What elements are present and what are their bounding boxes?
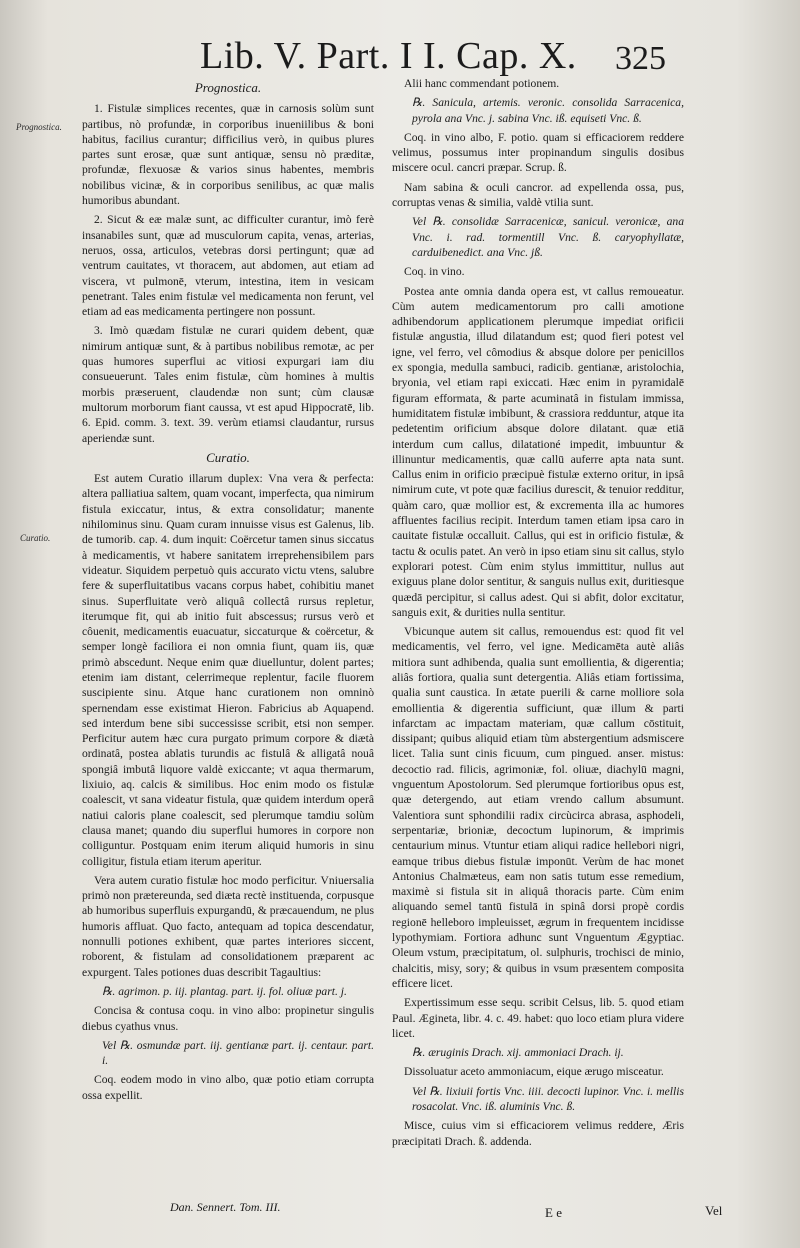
section-title-prognostica: Prognostica.: [194, 80, 262, 95]
paragraph: Concisa & contusa coqu. in vino albo: propinetur singulis diebus cyathus vnus.: [82, 1004, 374, 1033]
paragraph: Coq. eodem modo in vino albo, quæ potio etiam corrupta ossa expellit.: [82, 1073, 374, 1102]
paragraph: 2. Sicut & eæ malæ sunt, ac difficulter curantur, imò ferè insanabiles sunt, quæ ad musculorum capita, venas, arterias, neruos, ossa, articulos, vetebras dorsi pertingunt; quæ ad ventrum cauitates, vt thoracem, aut abdomen, aut etiam ad viscera, vt pulmonē, vterum, intestina, item in vesicam penetrant. Tales enim fistulæ vel medicamenta non ferunt, vel etiam ad eas medicamenta pertingere non possunt.: [82, 213, 374, 319]
paragraph: Est autem Curatio illarum duplex: Vna vera & perfecta: altera palliatiua saltem, quam vocant, imperfecta, qua nimirum fistula exiccatur, intus, & extra consolidatur; manente nihilominus sinu. Quam curam innuisse visus est Galenus, lib. de tumorib. cap. 4. dum inquit: Coërcetur tamen sinus siccatus à medicamentis, vt habere sanitatem irreprehensibilem pars videatur. Siquidem perpetuò quis accurato victu vtens, salubre fere & superfluitatibus vacans corpus habet, cohibitiu manet sinus. Superfluitate verò aliquâ collectâ rursus repletur, iterumque fit, qui ab initio fuit abscessus; rursus verò et côuenit, medicamentis euacuatur, siccaturque & coërcetur, & semper longè faciliora ei non omnia fiunt, quam iis, quæ primò abscedunt. Neque enim quæ diuelluntur, dolent partes; etenim iam distant, celerrimeque replentur, facile fluorem suscipiente sinu. Atque hanc curationem non omninò spernendam esse existimat Hieron. Fabricius ab Aquapend. sed interdum bene sibi successisse scribit, etsi non semper. Perficitur autem hæc cura purgato primum corpore & diætà ordinatâ, postea ablatis turundis ac fistulâ & alligatâ nouâ spongiâ imbutâ liquore valdè exiccante; vt aqua thermarum, lixiuio, aq. calcis & similibus. Hoc enim modo os fistulæ coalescit, vt sana videatur fistula, quæ quidem interdum operâ natiui caloris plane coalescit, sed plerumque tamdiu solùm clausa manet; quando diu superflui humores in corpore non colliguntur. Postquam enim iterum aliquid humoris in sinu colligitur, fistula etiam iterum aperitur.: [82, 472, 374, 868]
paragraph: 3. Imò quædam fistulæ ne curari quidem debent, quæ nimirum antiquæ sunt, & à partibus nobilibus remotæ, ac per quas humores superflui ac vitiosi expurgari iam diu consueuerunt. Tales enim fistulæ, cùm homines à multis morbis præseruent, claudendæ non sunt; cùm clausæ multorum morborum fiant caussa, vt est apud Hippocratē, lib. 6. Epid. comm. 3. text. 39. verùm etiamsi claudantur, rursus aperiendæ sunt.: [82, 324, 374, 445]
recipe-line: ℞. agrimon. p. iij. plantag. part. ij. fol. oliuæ part. j.: [102, 984, 347, 998]
running-header: Lib. V. Part. I I. Cap. X.: [200, 35, 577, 77]
page-number: 325: [615, 40, 666, 77]
catchword: Vel: [705, 1203, 723, 1218]
section-title-curatio: Curatio.: [206, 449, 250, 465]
paragraph: Alii hanc commendant potionem.: [404, 77, 560, 90]
paragraph: Misce, cuius vim si efficaciorem velimus reddere, Æris præcipitati Drach. ß. addenda.: [392, 1119, 684, 1148]
paragraph: 1. Fistulæ simplices recentes, quæ in carnosis solùm sunt partibus, nò profundæ, in corporibus inueniilibus & boni habitus, facilius curantur; difficilius verò, in quibus plures partes sunt erosæ, quæ sunt antiquæ, sensu nò præditæ, profundæ, flexuosæ & varios sinus habentes, membris nobilibus vicinæ, & in corporibus senilibus, ac quæ malis humoribus abundant.: [82, 102, 374, 208]
recipe-line: Vel ℞. lixiuii fortis Vnc. iiii. decocti lupinor. Vnc. i. mellis rosacolat. Vnc. iß. aluminis Vnc. ß.: [412, 1084, 684, 1113]
footer-author: Dan. Sennert. Tom. III.: [170, 1200, 281, 1214]
paragraph: Postea ante omnia danda opera est, vt callus remoueatur. Cùm autem medicamentorum pro calli amotione adhibendorum applicationem plerumque impediat orificii fistulæ angustia, illud dilatandum est; quod fieri potest vel igne, vel ferro, vel cômodius & absque dolore per penicillos ex spongia, medulla sambuci, radicib. gentianæ, aristolochia, bryonia, vel etiam rapi exiccati. Hæc enim in pyramidalē figuram efformata, & parte acuminatâ in fistulam immissa, humiditatem fistulæ imbibunt, & crassiora redduntur, atque ita pedetentim orificium absque dolore dilatant. quæ etiā interdum cum callus, dilatationé impedit, imbuuntur & illinuntur medicamentis, quæ callū auferre apta nata sunt. Callus enim in orificio præcipuè fistulæ externo oritur, in ipsâ nimirum cute, vt pote quæ facilius durescit, & tenuior redditur, quàm caro, quæ mollior est, & excrementa illa ac humores affluentes facilius recipit. Interdum tamen etiam ipsa caro in cauitate fistulæ occalluit. Callus, qui est in orificio fistulæ, & tactu & oculis patet. An verò in ipso etiam sinu sit callus, stylo explorari potest. Cùm enim stylus immittitur, nullus aut exiguus plane dolor sentitur, & sanguis nullus exit, duritiesque quædā percipitur, si callus adest. Qui si abfit, dolor excitatur, sanguis exit, & durities nulla sentitur.: [392, 284, 684, 619]
right-column: [392, 76, 684, 1153]
recipe-line: ℞. Sanicula, artemis. veronic. consolida Sarracenica, pyrola ana Vnc. j. sabina Vnc. iß. equiseti Vnc. ß.: [412, 96, 684, 125]
paragraph: Coq. in vino albo, F. potio. quam si efficaciorem reddere velimus, possumus inter propinandum singulis dosibus miscere ocul. cancri præpar. Scrup. ß.: [392, 130, 684, 175]
margin-note-prognostica: Prognostica.: [16, 122, 62, 132]
paragraph: Dissoluatur aceto ammoniacum, eique ærugo misceatur.: [404, 1065, 664, 1079]
paragraph: Coq. in vino.: [404, 265, 465, 279]
recipe-line: Vel ℞. osmundæ part. iij. gentianæ part. ij. centaur. part. i.: [102, 1038, 374, 1068]
paragraph: Vera autem curatio fistulæ hoc modo perficitur. Vniuersalia primò non prætereunda, sed diæta rectè instituenda, corpusque ab humoribus superfluis expurgandū, & præcauendum, ne plus humoris affluat. Quo facto, antequam ad topica descendatur, nonnulli potiones exhibent, quæ partes interiores siccent, roborent, & fistulam ad consolidationem præparent ac expurgent. Tales potiones duas describit Tagaultius:: [82, 873, 374, 979]
left-column: [82, 76, 374, 1107]
paragraph: Nam sabina & oculi cancror. ad expellenda ossa, pus, corruptas venas & similia, valdè vtilia sunt.: [392, 180, 684, 210]
recipe-line: ℞. æruginis Drach. xij. ammoniaci Drach. ij.: [412, 1046, 624, 1060]
recipe-line: Vel ℞. consolidæ Sarracenicæ, sanicul. veronicæ, ana Vnc. i. rad. tormentill Vnc. ß. caryophyllatæ, carduibenedict. ana Vnc. jß.: [412, 215, 684, 259]
paragraph: Vbicunque autem sit callus, remouendus est: quod fit vel medicamentis, vel ferro, vel igne. Medicamēta autè aliâs mitiora sunt adhibenda, qualia sunt emollientia, & digerentia; aliâs fortiora, qualia sunt detergentia. Aliâs etiam fortissima, qualia sunt caustica. In ætate puerili & carne molliore sola emollientia & digerentia sufficiunt, quæ illum & parti infarctam ac impactam materiam, quæ callum cōstituit, dissipant; quibus aliquid etiam tùm abstergentium adsmiscere licet. Talia sunt cinis ficuum, cum pingued. anser. mistus: decoctio rad. filicis, agrimoniæ, fol. oliuæ, diachylū magni, vnguentum Apostolorum. Sed plerumque fortioribus opus est, quæ detergendo, aut etiam vrendo callum absumunt. Valentiora sunt sphondilii radix circùcirca abrasa, asphodeli, serpentariæ, brioniæ, decoctum lupinorum, & imprimis centaurium minus. Vtuntur etiam aliqui radice hellebori nigri, eamque tribus diebus fistulæ imponūt. Verùm de hac monet Antonius Chalmæteus, eam non satis tutum esse remedium, maximè si fistula sit in aliquâ thoracis parte. Cùm enim aliquando semel tantū fistulā in spinâ dorsi propè cordis regionē helleboro impleuisset, ægrum in frequentem incidisse lypothymiam. Fortiora adhunc sunt Vnguentum Ægyptiac. Oleum vstum, præcipitatum, ol. sulphuris, trochisci de minio, chalcitis, misy, sory; & quibus in vsum præsentem composita efficere licet.: [392, 625, 684, 990]
paragraph: Expertissimum esse sequ. scribit Celsus, lib. 5. quod etiam Paul. Ægineta, libr. 4. c. 49. habet: quo loco etiam plura videre licet.: [392, 996, 684, 1040]
margin-note-curatio: Curatio.: [20, 533, 51, 543]
signature-mark: E e: [545, 1205, 562, 1220]
